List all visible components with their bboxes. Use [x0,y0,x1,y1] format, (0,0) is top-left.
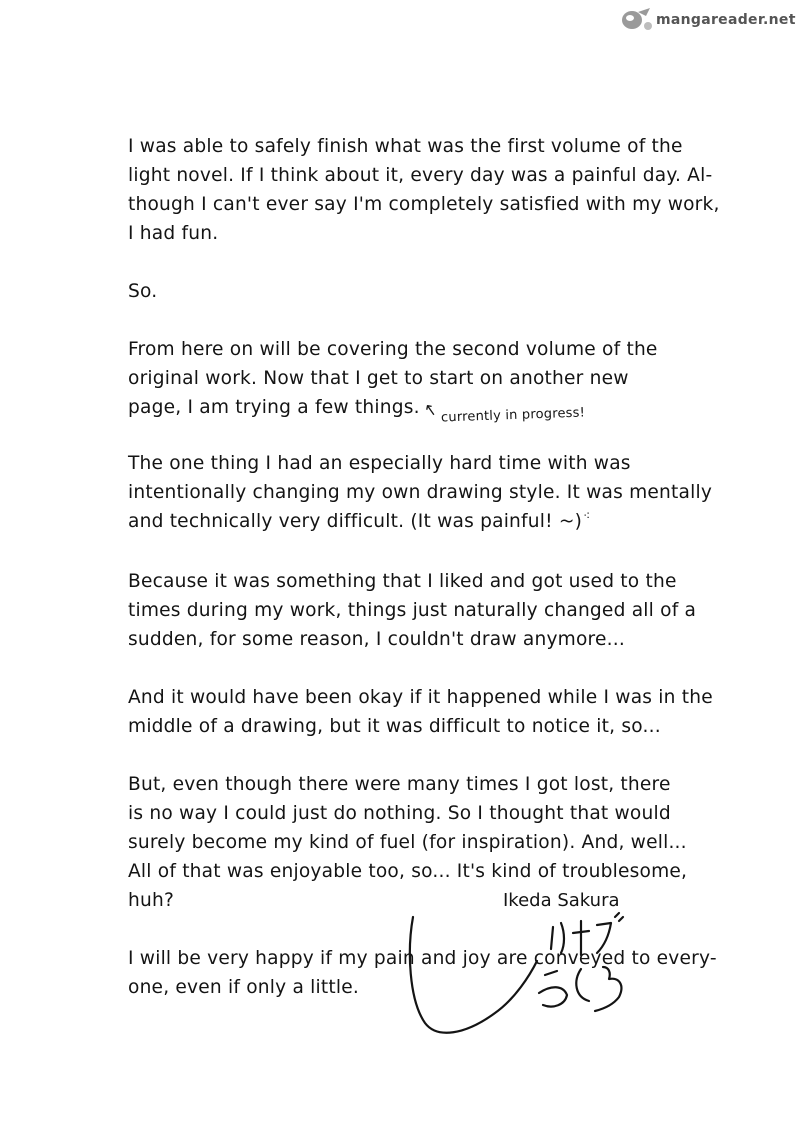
text-line: one, even if only a little. [128,977,359,998]
letter-body [128,132,728,1002]
text-line: Because it was something that I liked and got used to the [128,571,677,592]
paragraph-4 [128,449,728,538]
paragraph-gap [128,424,728,449]
watermark-logo [620,6,656,34]
text-line: sudden, for some reason, I couldn't draw anymore... [128,629,625,650]
arrow-icon: ↖ [422,398,439,421]
sweat-drop-icon: ⁖ [583,509,591,523]
text-line: From here on will be covering the second volume of the [128,339,658,360]
paragraph-gap [128,654,728,683]
paragraph-7 [128,770,728,915]
text-line: is no way I could just do nothing. So I thought that would [128,803,671,824]
text-line: intentionally changing my own drawing style. It was mentally [128,482,713,503]
paragraph-gap [128,741,728,770]
paragraph-gap [128,248,728,277]
paragraph-gap [128,306,728,335]
text-line: I was able to safely finish what was the first volume of the [128,136,683,157]
text-line: huh? [128,890,175,911]
text-line: page, I am trying a few things. [128,397,420,418]
text-line: But, even though there were many times I got lost, there [128,774,671,795]
paragraph-3 [128,335,728,424]
text-line: I had fun. [128,223,219,244]
text-line: I will be very happy if my pain and joy are conveyed to every- [128,948,717,969]
paragraph-1 [128,132,728,248]
text-line: original work. Now that I get to start on another new [128,368,629,389]
text-line-with-sweat [128,507,728,538]
signature-autograph [405,905,645,1045]
text-line: The one thing I had an especially hard time with was [128,453,631,474]
text-line: light novel. If I think about it, every day was a painful day. Al- [128,165,713,186]
margin-note: currently in progress! [441,405,586,426]
paragraph-gap [128,538,728,567]
watermark-text: mangareader.net [656,12,796,28]
text-line: All of that was enjoyable too, so... It's kind of troublesome, [128,861,688,882]
text-line-with-note [128,393,728,424]
text-line: So. [128,281,158,302]
text-line: middle of a drawing, but it was difficult to notice it, so... [128,716,661,737]
paragraph-2 [128,277,728,306]
text-line: and technically very difficult. (It was painful! ~) [128,511,583,532]
text-line: times during my work, things just naturally changed all of a [128,600,697,621]
signature-name: Ikeda Sakura [503,890,620,911]
text-line: surely become my kind of fuel (for inspiration). And, well... [128,832,687,853]
text-line: And it would have been okay if it happened while I was in the [128,687,713,708]
paragraph-6 [128,683,728,741]
paragraph-5 [128,567,728,654]
text-line: though I can't ever say I'm completely satisfied with my work, [128,194,720,215]
watermark [620,6,796,34]
